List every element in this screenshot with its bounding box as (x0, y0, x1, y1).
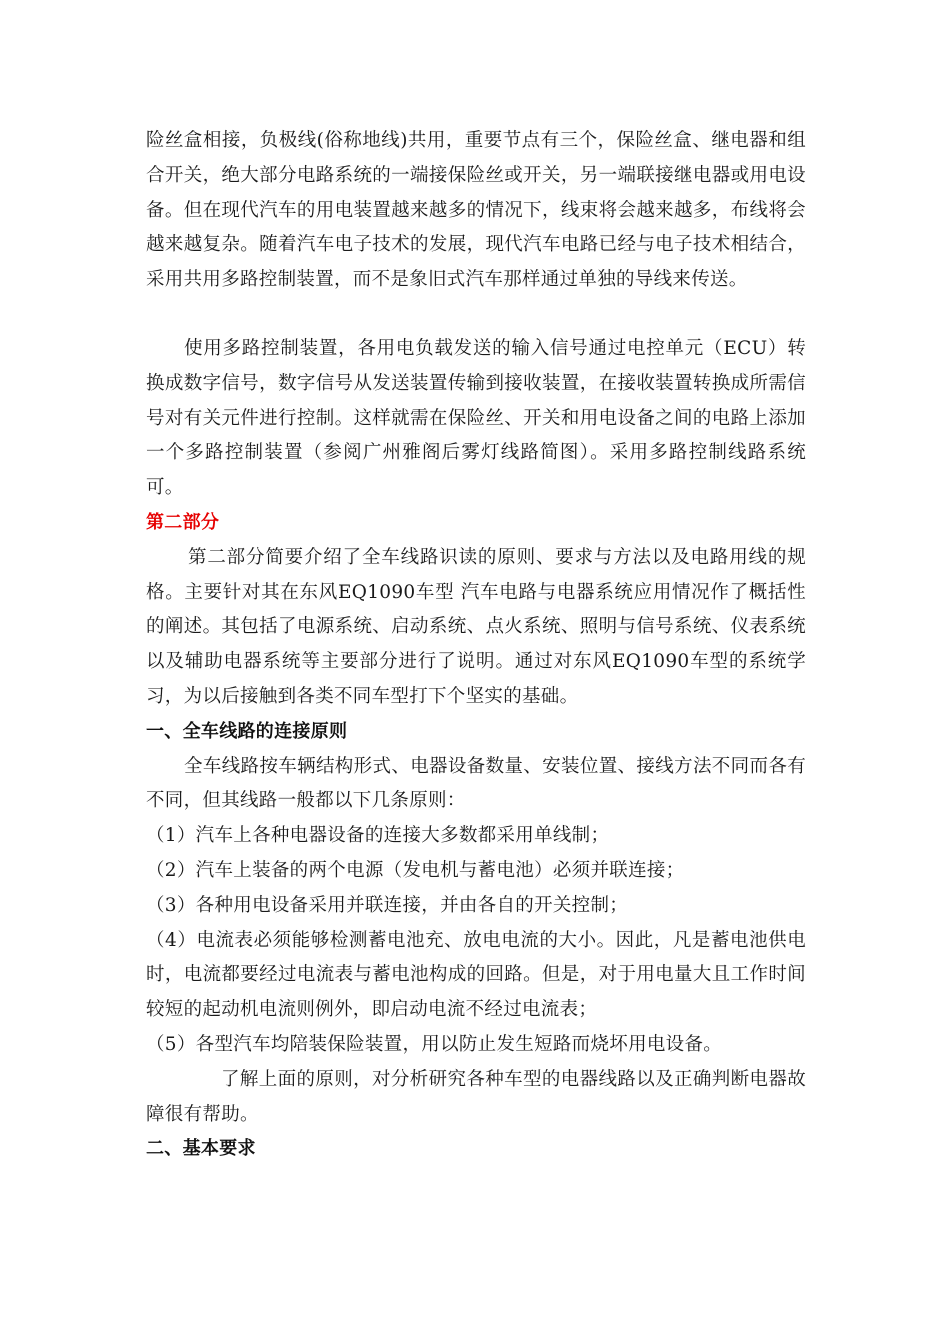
rule-item-4: （4）电流表必须能够检测蓄电池充、放电电流的大小。因此，凡是蓄电池供电时，电流都要经过电流表与蓄电池构成的回路。但是，对于用电量大且工作时间较短的起动机电流则例外，即启动电流不经过电流表； (146, 929, 806, 1021)
paragraph-wiring-intro: 险丝盒相接，负极线(俗称地线)共用，重要节点有三个，保险丝盒、继电器和组合开关，绝大部分电路系统的一端接保险丝或开关，另一端联接继电器或用电设备。但在现代汽车的用电装置越来越多的情况下，线束将会越来越多，布线将会越来越复杂。随着汽车电子技术的发展，现代汽车电路已经与电子技术相结合，采用共用多路控制装置，而不是象旧式汽车那样通过单独的导线来传送。 (146, 130, 806, 291)
paragraph-principles-conclusion: 了解上面的原则，对分析研究各种车型的电器线路以及正确判断电器故障很有帮助。 (146, 1068, 806, 1125)
heading-connection-principles: 一、全车线路的连接原则 (146, 720, 348, 742)
rule-item-1: （1）汽车上各种电器设备的连接大多数都采用单线制； (146, 825, 610, 847)
paragraph-multiplex-control: 使用多路控制装置，各用电负载发送的输入信号通过电控单元（ECU）转换成数字信号，数字信号从发送装置传输到接收装置，在接收装置转换成所需信号对有关元件进行控制。这样就需在保险丝、开关和用电设备之间的电路上添加一个多路控制装置（参阅广州雅阁后雾灯线路简图）。采用多路控制线路系统可。 (146, 337, 806, 499)
paragraph-gap (146, 298, 806, 332)
paragraph-section-two-summary: 第二部分简要介绍了全车线路识读的原则、要求与方法以及电路用线的规格。主要针对其在东风EQ1090车型 汽车电路与电器系统应用情况作了概括性的阐述。其包括了电源系统、启动系统、点火系统、照明与信号系统、仪表系统以及辅助电器系统等主要部分进行了说明。通过对东风EQ1090车型的系统学习，为以后接触到各类不同车型打下个坚实的基础。 (146, 546, 806, 707)
rule-item-5: （5）各型汽车均陪装保险装置，用以防止发生短路而烧坏用电设备。 (146, 1033, 723, 1055)
document-page (146, 124, 806, 1167)
heading-basic-requirements: 二、基本要求 (146, 1138, 256, 1160)
rule-item-3: （3）各种用电设备采用并联连接，并由各自的开关控制； (146, 894, 629, 916)
paragraph-principles-intro: 全车线路按车辆结构形式、电器设备数量、安装位置、接线方法不同而各有不同，但其线路一般都以下几条原则： (146, 755, 806, 812)
section-two-title: 第二部分 (146, 511, 220, 533)
rule-item-2: （2）汽车上装备的两个电源（发电机与蓄电池）必须并联连接； (146, 859, 685, 881)
